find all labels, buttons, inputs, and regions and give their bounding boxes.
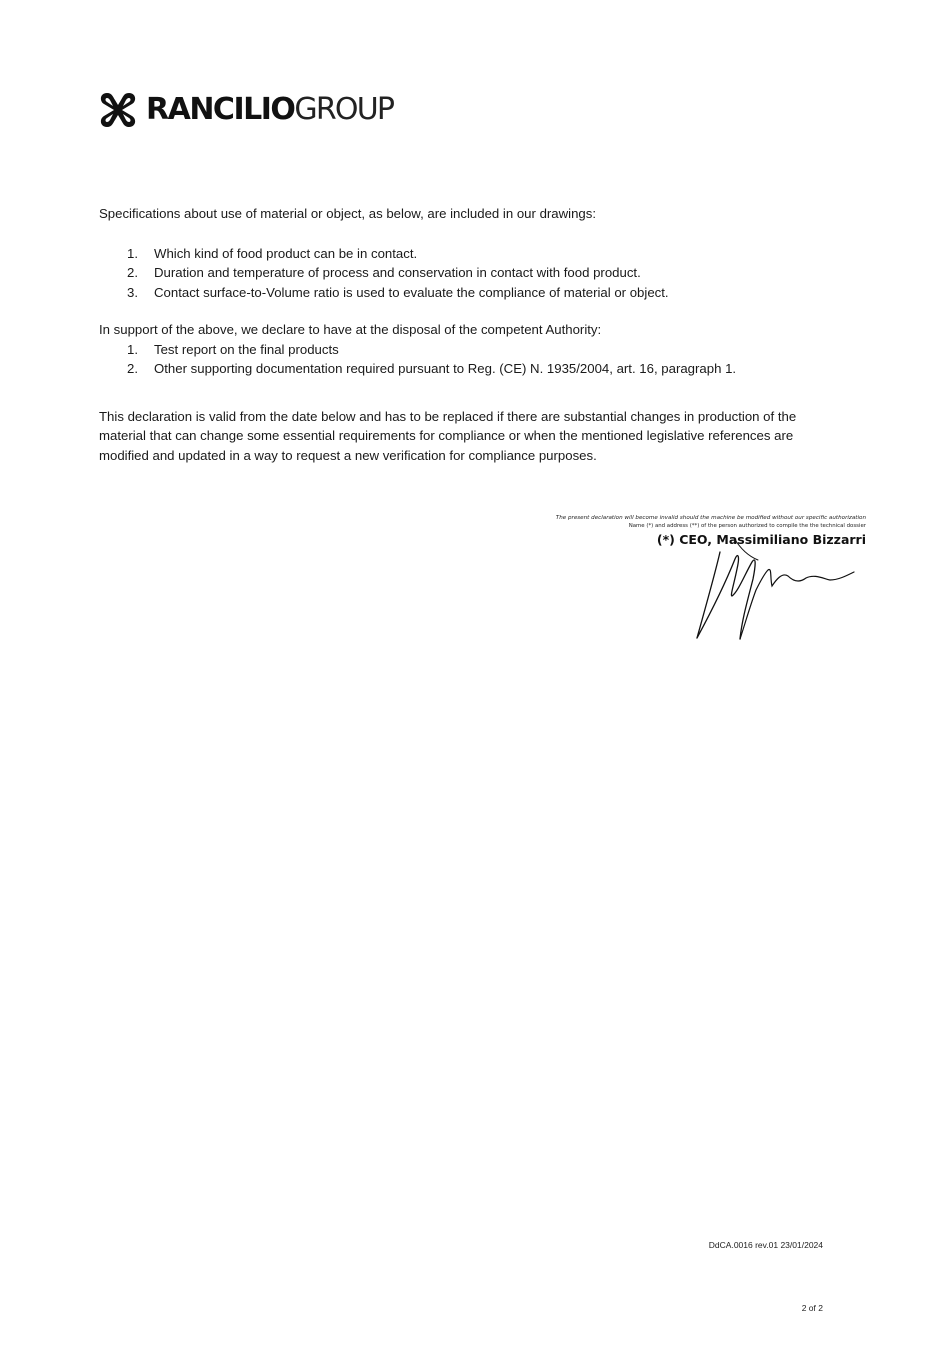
support-list — [99, 340, 839, 379]
signer-name: (*) CEO, Massimiliano Bizzarri — [656, 532, 866, 547]
specs-intro: Specifications about use of material or object, as below, are included in our drawings: — [99, 206, 597, 221]
document-reference: DdCA.0016 rev.01 23/01/2024 — [708, 1240, 823, 1250]
list-item — [99, 340, 839, 360]
list-item — [99, 244, 839, 264]
list-number: 2. — [127, 265, 138, 280]
list-text: Duration and temperature of process and conservation in contact with food product. — [154, 265, 641, 280]
list-number: 1. — [127, 341, 138, 357]
support-intro: In support of the above, we declare to have at the disposal of the competent Authority: — [99, 322, 602, 337]
logo-wordmark — [146, 92, 394, 127]
list-number: 2. — [127, 361, 138, 376]
authorized-person-note: Name (*) and address (**) of the person authorized to compile the the technical dossier — [628, 523, 866, 529]
handwritten-signature — [690, 534, 860, 644]
rancilio-logo-icon — [98, 89, 138, 131]
validity-paragraph: This declaration is valid from the date below and has to be replaced if there are substantial changes in production of the material that can change some essential requirements for compliance or when the mentioned legislative references are modified and updated in a way to request a new verification for compliance purposes. — [99, 408, 797, 463]
list-item — [99, 283, 839, 303]
specs-list — [99, 244, 839, 303]
list-text: Test report on the final products — [154, 341, 339, 357]
list-item — [99, 359, 839, 379]
invalidity-note: The present declaration will become invalid should the machine be modified without our specific authorization — [555, 515, 866, 521]
list-number: 3. — [127, 284, 138, 300]
list-text: Contact surface-to-Volume ratio is used to evaluate the compliance of material or object. — [154, 284, 669, 300]
logo-text-light: GROUP — [294, 92, 394, 127]
list-number: 1. — [127, 245, 138, 261]
page-number: 2 of 2 — [801, 1303, 823, 1313]
logo-text-bold: RANCILIO — [146, 92, 295, 127]
list-text: Other supporting documentation required pursuant to Reg. (CE) N. 1935/2004, art. 16, paragraph 1. — [154, 361, 737, 376]
list-text: Which kind of food product can be in contact. — [154, 245, 418, 261]
company-logo — [98, 88, 393, 132]
declaration-body — [99, 204, 839, 465]
list-item — [99, 263, 839, 283]
